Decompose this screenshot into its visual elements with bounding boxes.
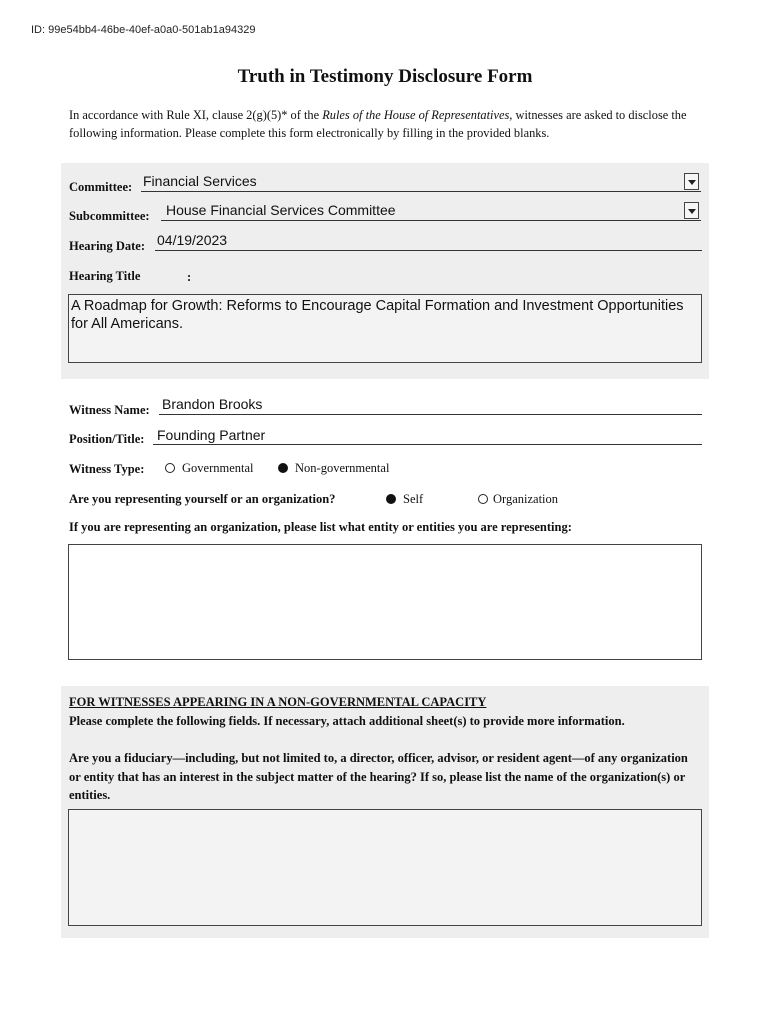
representing-question: Are you representing yourself or an organization? <box>69 492 336 506</box>
governmental-radio[interactable] <box>165 463 175 473</box>
subcommittee-field-value[interactable]: House Financial Services Committee <box>166 202 396 218</box>
entities-question: If you are representing an organization, please list what entity or entities you are representing: <box>69 520 572 534</box>
position-title-underline <box>153 444 702 445</box>
document-id: ID: 99e54bb4-46be-40ef-a0a0-501ab1a94329 <box>31 24 256 36</box>
hearing-title-label: Hearing Title <box>69 269 141 283</box>
form-title: Truth in Testimony Disclosure Form <box>237 66 533 87</box>
committee-dropdown-icon[interactable] <box>684 173 699 190</box>
self-radio[interactable] <box>386 494 396 504</box>
witness-type-label: Witness Type: <box>69 462 145 476</box>
hearing-title-textarea[interactable]: A Roadmap for Growth: Reforms to Encourage Capital Formation and Investment Opportunities for All Americans. <box>68 294 702 363</box>
hearing-date-underline <box>155 250 702 251</box>
committee-label: Committee: <box>69 180 133 194</box>
hearing-title-colon: : <box>187 270 192 284</box>
nongov-instructions: Please complete the following fields. If necessary, attach additional sheet(s) to provide more information. <box>69 714 625 728</box>
committee-underline <box>141 191 701 192</box>
self-option-label: Self <box>403 492 424 506</box>
subcommittee-label: Subcommittee: <box>69 209 150 223</box>
entities-textarea[interactable] <box>68 544 702 660</box>
subcommittee-underline <box>161 220 701 221</box>
subcommittee-dropdown-icon[interactable] <box>684 202 699 219</box>
intro-before: In accordance with Rule XI, clause 2(g)(5)* of the <box>69 108 323 122</box>
governmental-option-label: Governmental <box>182 461 254 475</box>
hearing-date-field[interactable]: 04/19/2023 <box>157 232 228 248</box>
non-governmental-radio[interactable] <box>278 463 288 473</box>
witness-name-label: Witness Name: <box>69 403 150 417</box>
position-title-label: Position/Title: <box>69 432 145 446</box>
organization-option-label: Organization <box>493 492 559 506</box>
organization-radio[interactable] <box>478 494 488 504</box>
hearing-date-label: Hearing Date: <box>69 239 146 253</box>
fiduciary-question: Are you a fiduciary—including, but not limited to, a director, officer, advisor, or resident agent—of any organization or entity that has an interest in the subject matter of the hearing? If so, please list the name of the organization(s) or entities. <box>69 751 688 802</box>
fiduciary-textarea[interactable] <box>68 809 702 926</box>
committee-field-value[interactable]: Financial Services <box>143 173 257 189</box>
non-governmental-option-label: Non-governmental <box>295 461 390 475</box>
intro-after: , witnesses are asked to disclose the following information. Please complete this form electronically by filling in the provided blanks. <box>69 108 687 140</box>
nongov-section <box>61 686 709 938</box>
intro-text <box>69 106 709 142</box>
witness-name-underline <box>159 414 702 415</box>
position-title-field[interactable]: Founding Partner <box>157 427 266 443</box>
witness-name-field[interactable]: Brandon Brooks <box>162 396 263 412</box>
intro-rules-italic: Rules of the House of Representatives <box>322 108 510 122</box>
nongov-heading: FOR WITNESSES APPEARING IN A NON-GOVERNMENTAL CAPACITY <box>69 695 487 709</box>
hearing-section <box>61 163 709 379</box>
